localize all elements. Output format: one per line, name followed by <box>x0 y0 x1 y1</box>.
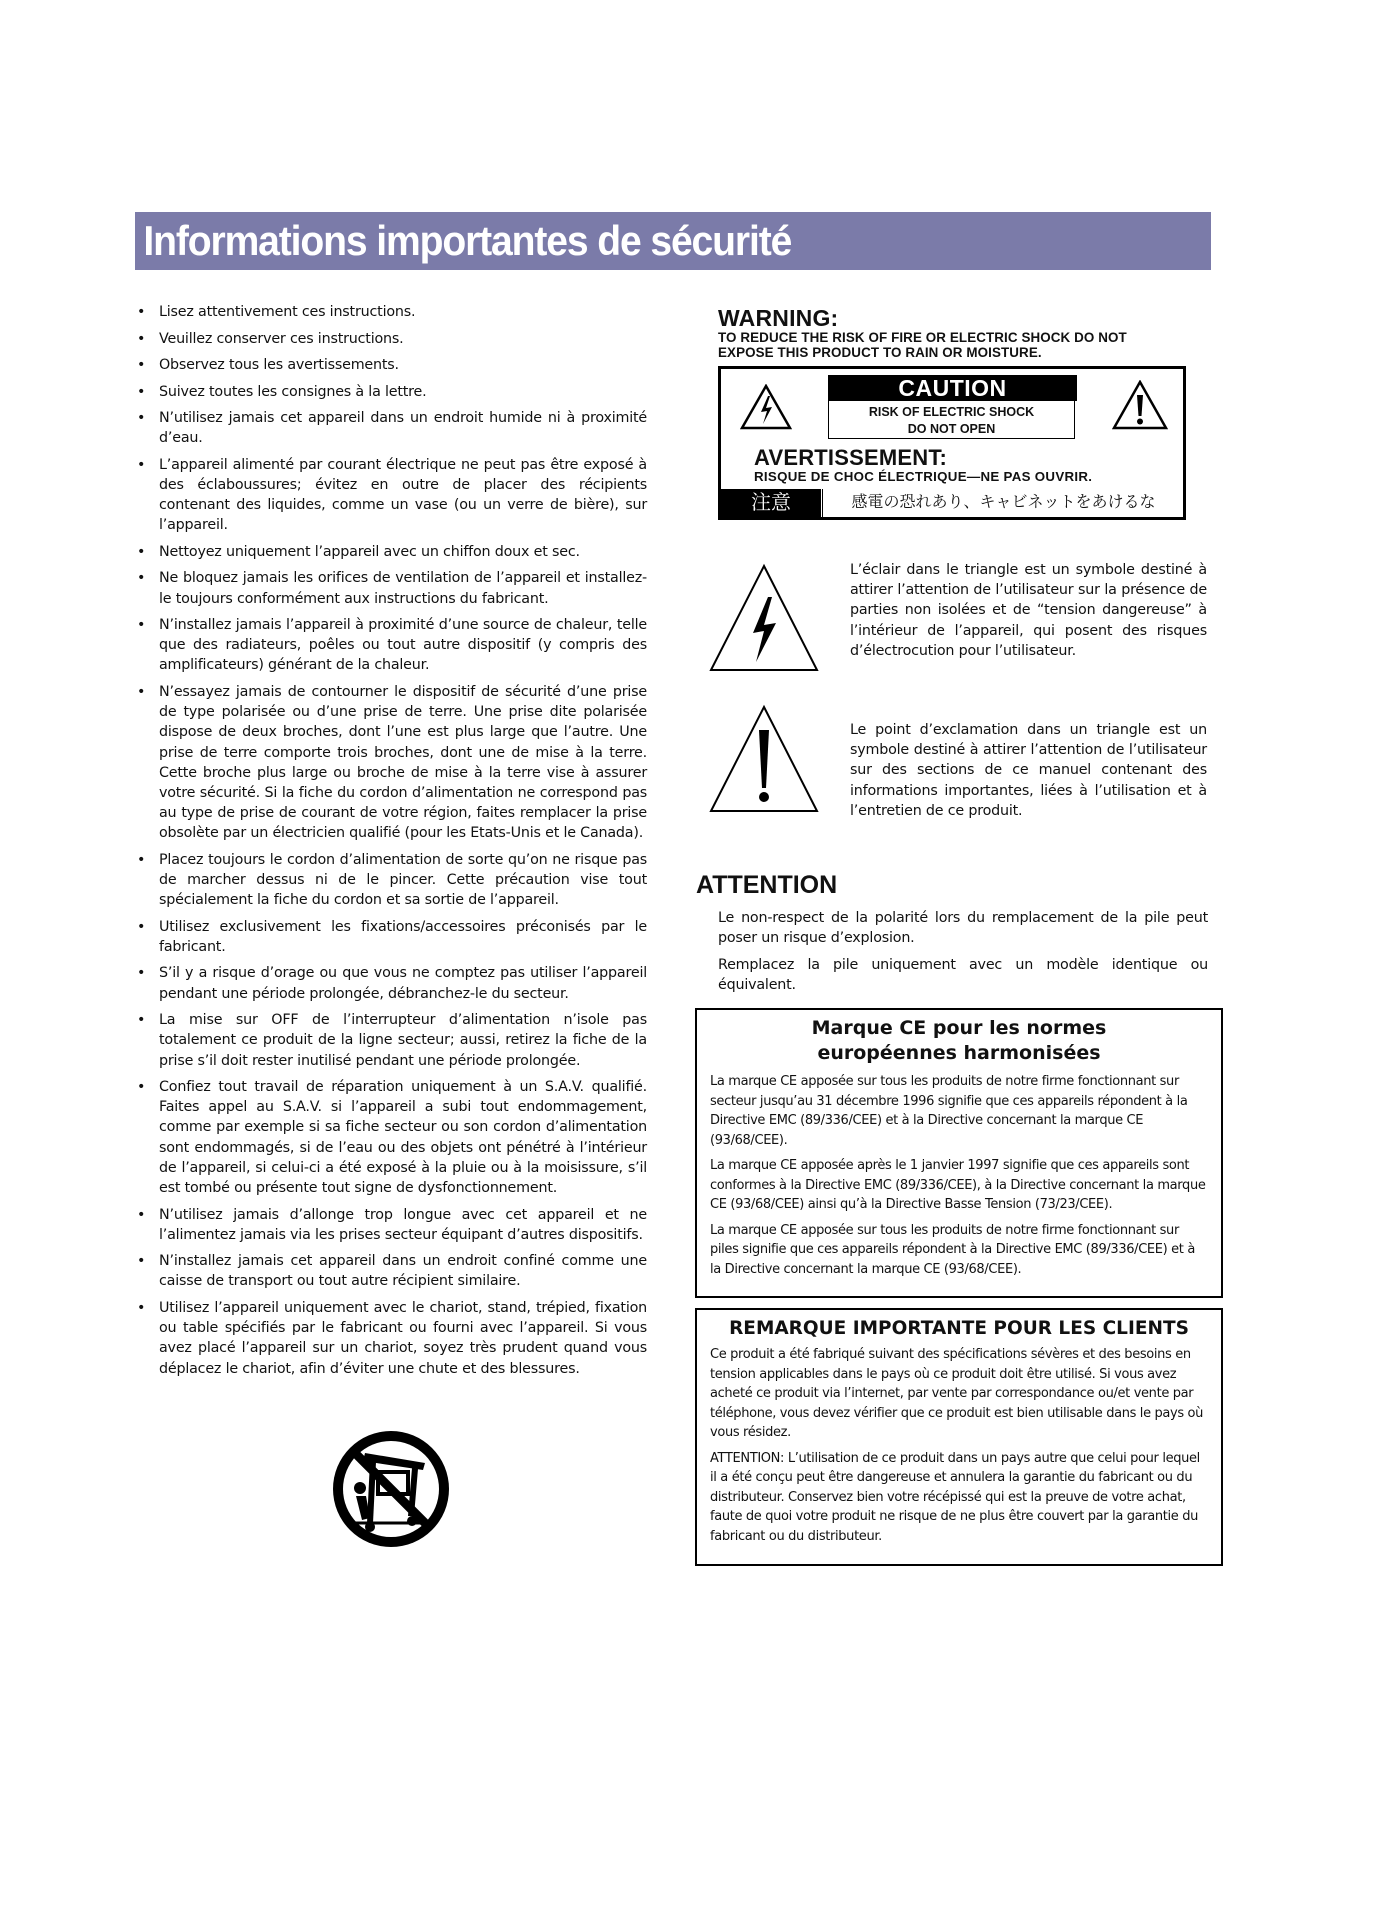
warning-block <box>718 306 1198 360</box>
warning-line-2: EXPOSE THIS PRODUCT TO RAIN OR MOISTURE. <box>718 345 1042 360</box>
bullet-item: • Utilisez l’appareil uniquement avec le chariot, stand, trépied, fixation ou table spécifiés par le fabricant ou fourni avec l’appareil. Si vous avez placé l’appareil sur un chariot, soyez très prudent quand vous déplacez le chariot, afin d’éviter une chute et des blessures. <box>135 1298 647 1379</box>
customer-notice-paragraph-1: Ce produit a été fabriqué suivant des spécifications sévères et des besoins en tension applicables dans le pays où ce produit doit être utilisé. Si vous avez acheté ce produit via l’internet, par vente par correspondance ou/et vente par téléphone, vous devez vérifier que ce produit est bien utilisable dans le pays où vous résidez. <box>710 1347 1204 1440</box>
attention-paragraph-1: Le non-respect de la polarité lors du remplacement de la pile peut poser un risque d’explosion. <box>718 910 1208 947</box>
bullet-item: • N’installez jamais cet appareil dans un endroit confiné comme une caisse de transport ou tout autre récipient similaire. <box>135 1251 647 1291</box>
bullet-item: • La mise sur OFF de l’interrupteur d’alimentation n’isole pas totalement ce produit de la ligne secteur; aussi, retirez la fiche de la prise s’il doit rester inutilisé pendant une période prolongée. <box>135 1010 647 1071</box>
cart-tip-over-warning-icon <box>330 1428 452 1550</box>
bullet-item: • N’essayez jamais de contourner le dispositif de sécurité d’une prise de type polarisée ou d’une prise de terre. Une prise dite polarisée dispose de deux broches, dont l’une est plus large que l’autre. Une prise de terre comporte trois broches, dont une de mise à la terre. Cette broche plus large ou broche de mise à la terre vise à assurer votre sécurité. Si la fiche du cordon d’alimentation ne correspond pas au type de prise de courant de votre région, faites remplacer la prise obsolète par un électricien qualifié (pour les Etats-Unis et le Canada). <box>135 682 647 844</box>
lightning-triangle-large-icon <box>708 563 820 673</box>
japanese-warning-bar <box>721 489 1183 517</box>
bullet-item: • Veuillez conserver ces instructions. <box>135 329 647 349</box>
bullet-item: • N’utilisez jamais cet appareil dans un endroit humide ni à proximité d’eau. <box>135 408 647 448</box>
caution-sub-line-1: RISK OF ELECTRIC SHOCK <box>868 405 1035 419</box>
customer-notice-title: REMARQUE IMPORTANTE POUR LES CLIENTS <box>729 1318 1189 1339</box>
bullet-item: • Ne bloquez jamais les orifices de ventilation de l’appareil et installez-le toujours conformément aux instructions du fabricant. <box>135 568 647 608</box>
page-title: Informations importantes de sécurité <box>143 217 792 264</box>
bullet-item: • Nettoyez uniquement l’appareil avec un chiffon doux et sec. <box>135 542 647 562</box>
caution-subtext <box>828 401 1075 439</box>
bullet-item: • Placez toujours le cordon d’alimentation de sorte qu’on ne risque pas de marcher dessus ni de le pincer. Cette précaution vise tout spécialement la fiche du cordon et sa sortie de l’appareil. <box>135 850 647 911</box>
ce-box-paragraph-2: La marque CE apposée après le 1 janvier 1997 signifie que ces appareils sont conformes à la Directive EMC (89/336/CEE), à la Directive concernant la marque CE (93/68/CEE) ainsi qu’à la Directive Basse Tension (73/23/CEE). <box>710 1158 1206 1212</box>
attention-title: ATTENTION <box>696 871 838 899</box>
bullet-item: • Confiez tout travail de réparation uniquement à un S.A.V. qualifié. Faites appel au S.A.V. si l’appareil a subi tout endommagement, comme par exemple si sa fiche secteur ou son cordon d’alimentation sont endommagés, si de l’eau ou des objets ont pénétré à l’intérieur de l’appareil, si celui-ci a été exposé à la pluie ou à la moisissure, s’il est tombé ou présente tout signe de dysfonctionnement. <box>135 1077 647 1198</box>
lightning-triangle-icon <box>740 384 792 430</box>
exclamation-symbol-description: Le point d’exclamation dans un triangle est un symbole destiné à attirer l’attention de l’utilisateur sur des sections de ce manuel contenant des informations importantes, liées à l’utilisation et à l’entretien de ce produit. <box>850 722 1207 819</box>
ce-box-paragraph-1: La marque CE apposée sur tous les produits de notre firme fonctionnant sur secteur jusqu’au 31 décembre 1996 signifie que ces appareils répondent à la Directive EMC (89/336/CEE) et à la Directive concernant la marque CE (93/68/CEE). <box>710 1074 1188 1148</box>
bullet-item: • L’appareil alimenté par courant électrique ne peut pas être exposé à des éclaboussures; évitez en outre de placer des récipients contenant des liquides, comme un vase (ou un verre de bière), sur l’appareil. <box>135 455 647 536</box>
safety-instructions-list <box>135 302 647 1385</box>
ce-box-paragraph-3: La marque CE apposée sur tous les produits de notre firme fonctionnant sur piles signifie que ces appareils répondent à la Directive EMC (89/336/CEE) et à la Directive concernant la marque CE (93/68/CEE). <box>710 1222 1195 1277</box>
caution-header: CAUTION <box>828 375 1077 401</box>
caution-label <box>718 366 1186 520</box>
ce-mark-box <box>695 1008 1223 1298</box>
warning-line-1: TO REDUCE THE RISK OF FIRE OR ELECTRIC SHOCK DO NOT <box>718 330 1127 345</box>
warning-title: WARNING: <box>718 305 839 331</box>
bullet-item: • N’utilisez jamais d’allonge trop longue avec cet appareil et ne l’alimentez jamais via les prises secteur équipant d’autres dispositifs. <box>135 1205 647 1245</box>
customer-notice-paragraph-2: ATTENTION: L’utilisation de ce produit dans un pays autre que celui pour lequel il a été conçu peut être dangereuse et annulera la garantie du fabricant ou du distributeur. Conservez bien votre récépissé qui est la preuve de votre achat, faute de quoi votre produit ne risque de ne plus être couvert par la garantie du fabricant ou du distributeur. <box>710 1450 1200 1544</box>
attention-paragraph-2: Remplacez la pile uniquement avec un modèle identique ou équivalent. <box>718 957 1208 994</box>
bullet-item: • S’il y a risque d’orage ou que vous ne comptez pas utiliser l’appareil pendant une période prolongée, débranchez-le du secteur. <box>135 963 647 1003</box>
exclamation-triangle-icon <box>1112 380 1168 430</box>
japanese-caution-text: 感電の恐れあり、キャビネットをあけるな <box>822 489 1184 517</box>
ce-box-title: Marque CE pour les normes européennes harmonisées <box>811 1017 1107 1064</box>
avertissement-title: AVERTISSEMENT: <box>754 445 948 470</box>
bullet-item: • Utilisez exclusivement les fixations/accessoires préconisés par le fabricant. <box>135 917 647 957</box>
bullet-item: • Observez tous les avertissements. <box>135 355 647 375</box>
customer-notice-box <box>695 1308 1223 1566</box>
bullet-item: • Lisez attentivement ces instructions. <box>135 302 647 322</box>
avertissement-text: RISQUE DE CHOC ÉLECTRIQUE—NE PAS OUVRIR. <box>754 469 1093 484</box>
caution-sub-line-2: DO NOT OPEN <box>907 422 996 436</box>
exclamation-triangle-large-icon <box>708 704 820 814</box>
title-bar <box>135 212 1211 270</box>
japanese-caution-label: 注意 <box>721 489 821 517</box>
bullet-item: • N’installez jamais l’appareil à proximité d’une source de chaleur, telle que des radiateurs, poêles ou tout autre dispositif (y compris des amplificateurs) générant de la chaleur. <box>135 615 647 676</box>
lightning-symbol-description: L’éclair dans le triangle est un symbole destiné à attirer l’attention de l’utilisateur sur la présence de parties non isolées et de “tension dangereuse” à l’intérieur de l’appareil, qui posent des risques d’électrocution pour l’utilisateur. <box>850 562 1207 659</box>
bullet-item: • Suivez toutes les consignes à la lettre. <box>135 382 647 402</box>
